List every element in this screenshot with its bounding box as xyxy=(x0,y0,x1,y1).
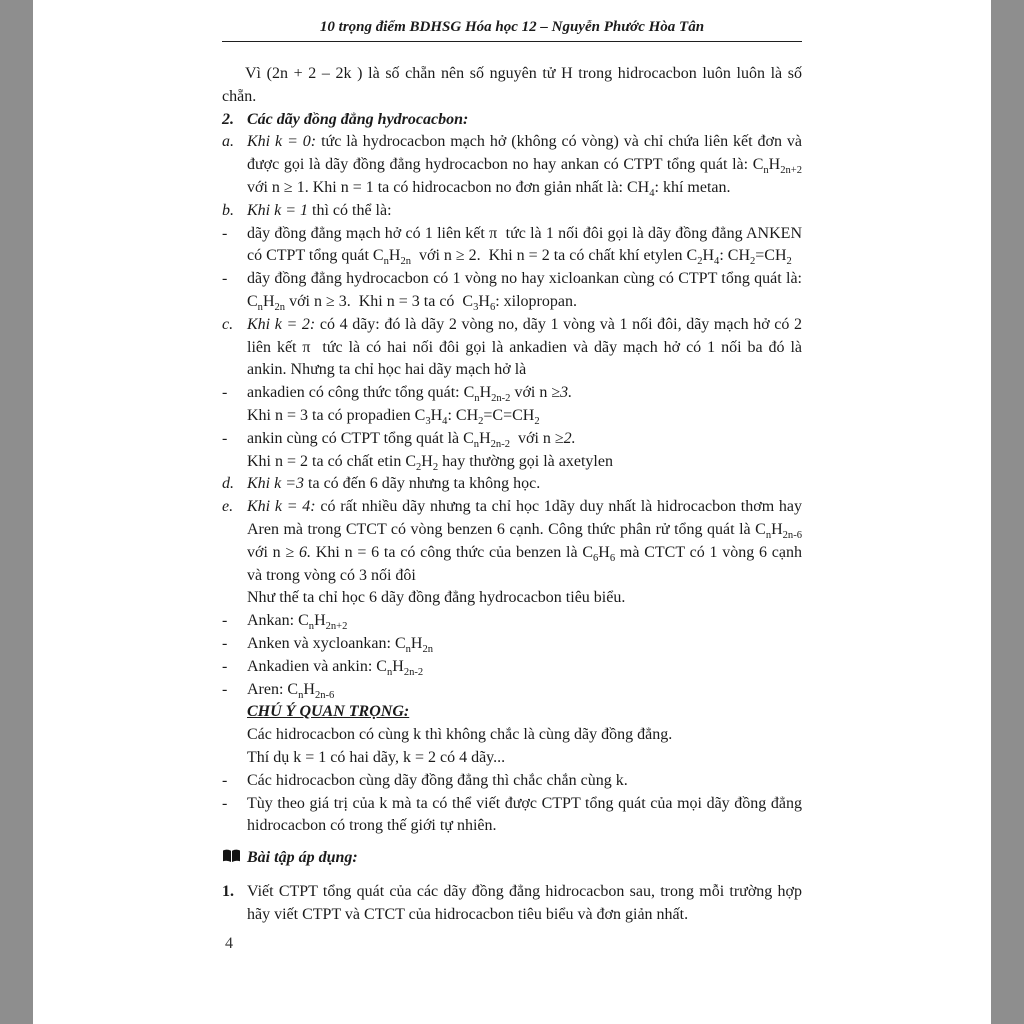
paragraph xyxy=(222,268,802,314)
paragraph-text: ankadien có công thức tổng quát: $C_nH_{2n-2}$ với n ≥3. xyxy=(247,384,573,405)
paragraph-text: Khi k = 1 thì có thể là: xyxy=(247,201,392,219)
paragraph-text: Anken và xycloankan: $C_nH_{2n}$ xyxy=(247,634,434,656)
paragraph xyxy=(222,881,802,927)
paragraph-text: dãy đồng đẳng hydrocacbon có 1 vòng no hay xicloankan cùng có CTPT tổng quát là: $C_nH_{2n}$ với n ≥ 3. Khi n = 3 ta có $C_3H_6$: xilopropan. xyxy=(247,270,802,314)
paragraph xyxy=(222,793,802,839)
list-marker: c. xyxy=(222,315,234,333)
paragraph-text: Khi n = 2 ta có chất etin $C_2H_2$ hay thường gọi là axetylen xyxy=(247,452,613,473)
list-marker: - xyxy=(222,794,228,812)
paragraph-text: Khi k = 0: tức là hydrocacbon mạch hở (không có vòng) và chỉ chứa liên kết đơn và được gọi là dãy đồng đẳng hydrocacbon no hay ankan có CTPT tổng quát là: $C_nH_{2n+2}$ với n ≥ 1. Khi n = 1 ta có hidrocacbon no đơn giản nhất là: $CH_4$: khí metan. xyxy=(247,133,803,200)
list-marker: - xyxy=(222,429,228,447)
paragraph-text: Viết CTPT tổng quát của các dãy đồng đẳng hidrocacbon sau, trong mỗi trường hợp hãy viết CTPT và CTCT của hidrocacbon tiêu biểu và đơn giản nhất. xyxy=(247,882,802,923)
paragraph xyxy=(222,109,802,132)
paragraph xyxy=(222,496,802,587)
page-number: 4 xyxy=(225,935,233,953)
exercise-heading-text: Bài tập áp dụng: xyxy=(247,849,358,867)
list-marker: b. xyxy=(222,201,234,219)
paragraph-text: Aren: $C_nH_{2n-6}$ xyxy=(247,680,335,701)
paragraph xyxy=(222,587,802,610)
paragraph-text: Khi n = 3 ta có propadien $C_3H_4$: $CH_2=C=CH_2$ xyxy=(247,406,540,428)
list-marker: - xyxy=(222,224,228,242)
exercise-heading xyxy=(222,847,802,871)
paragraph xyxy=(222,428,802,451)
paragraph-text: Các hidrocacbon cùng dãy đồng đẳng thì chắc chắn cùng k. xyxy=(247,771,628,789)
document-page xyxy=(33,0,991,1024)
paragraph-text: Tùy theo giá trị của k mà ta có thể viết được CTPT tổng quát của mọi dãy đồng đẳng hidrocacbon có trong thế giới tự nhiên. xyxy=(247,794,802,835)
paragraph xyxy=(222,200,802,223)
paragraph-text: Ankadien và ankin: $C_nH_{2n-2}$ xyxy=(247,657,424,678)
paragraph-text: Thí dụ k = 1 có hai dãy, k = 2 có 4 dãy... xyxy=(247,748,506,766)
list-marker: - xyxy=(222,771,228,789)
paragraph xyxy=(222,770,802,793)
list-marker: a. xyxy=(222,133,234,151)
paragraph xyxy=(222,314,802,382)
paragraph-text: Các hidrocacbon có cùng k thì không chắc là cùng dãy đồng đẳng. xyxy=(247,726,673,744)
paragraph-text: Như thế ta chỉ học 6 dãy đồng đẳng hydrocacbon tiêu biểu. xyxy=(247,589,626,607)
exercise-list xyxy=(222,881,802,927)
paragraph xyxy=(222,724,802,747)
list-marker: - xyxy=(222,657,228,675)
paragraph xyxy=(222,131,802,199)
list-marker: - xyxy=(222,384,228,402)
paragraph xyxy=(222,382,802,405)
paragraph-list xyxy=(222,63,802,838)
paragraph-text: ankin cùng có CTPT tổng quát là $C_nH_{2n-2}$ với n ≥2. xyxy=(247,429,576,450)
paragraph-text: Vì (2n + 2 – 2k ) là số chẵn nên số nguyên tử H trong hidrocacbon luôn luôn là số chẵn. xyxy=(222,65,802,105)
content-column xyxy=(222,0,802,953)
list-marker: - xyxy=(222,612,228,630)
running-header: 10 trọng điểm BDHSG Hóa học 12 – Nguyễn Phước Hòa Tân xyxy=(222,0,802,42)
paragraph xyxy=(222,610,802,633)
paragraph-text: Khi k = 4: có rất nhiều dãy nhưng ta chỉ học 1dãy duy nhất là hidrocacbon thơm hay Aren mà trong CTCT có vòng benzen 6 cạnh. Công thức phân rử tổng quát là $C_nH_{2n-6}$ với n ≥ 6. Khi n = 6 ta có công thức của benzen là $C_6H_6$ mà CTCT có 1 vòng 6 cạnh và trong vòng có 3 nối đôi xyxy=(247,498,803,584)
list-marker: d. xyxy=(222,475,234,493)
paragraph xyxy=(222,679,802,702)
paragraph-text: Ankan: $C_nH_{2n+2}$ xyxy=(247,612,348,633)
paragraph xyxy=(222,656,802,679)
paragraph xyxy=(222,633,802,656)
paragraph xyxy=(222,63,802,109)
list-marker: - xyxy=(222,680,228,698)
list-marker: 1. xyxy=(222,882,234,900)
paragraph-text: Khi k =3 ta có đến 6 dãy nhưng ta không học. xyxy=(247,475,541,493)
list-marker: - xyxy=(222,270,228,288)
paragraph xyxy=(222,451,802,474)
paragraph xyxy=(222,747,802,770)
list-marker: - xyxy=(222,634,228,652)
open-book-icon xyxy=(222,848,241,871)
paragraph xyxy=(222,701,802,724)
list-marker: 2. xyxy=(222,110,234,128)
paragraph-text: Khi k = 2: có 4 dãy: đó là dãy 2 vòng no, dãy 1 vòng và 1 nối đôi, dãy mạch hở có 2 liên kết π tức là có hai nối đôi gọi là ankadien và dãy mạch hở có 1 nối ba đó là ankin. Nhưng ta chỉ học hai dãy mạch hở là xyxy=(247,315,803,379)
list-marker: e. xyxy=(222,498,234,516)
paragraph xyxy=(222,223,802,269)
paragraph-text: Các dãy đồng đẳng hydrocacbon: xyxy=(247,110,469,128)
paragraph xyxy=(222,473,802,496)
paragraph-text: CHÚ Ý QUAN TRỌNG: xyxy=(247,703,410,721)
paragraph-text: dãy đồng đẳng mạch hở có 1 liên kết π tức là 1 nối đôi gọi là dãy đồng đẳng ANKEN có CTPT tổng quát $C_nH_{2n}$ với n ≥ 2. Khi n = 2 ta có chất khí etylen $C_2H_4$: $CH_2=CH_2$ xyxy=(247,224,802,268)
paragraph xyxy=(222,405,802,428)
